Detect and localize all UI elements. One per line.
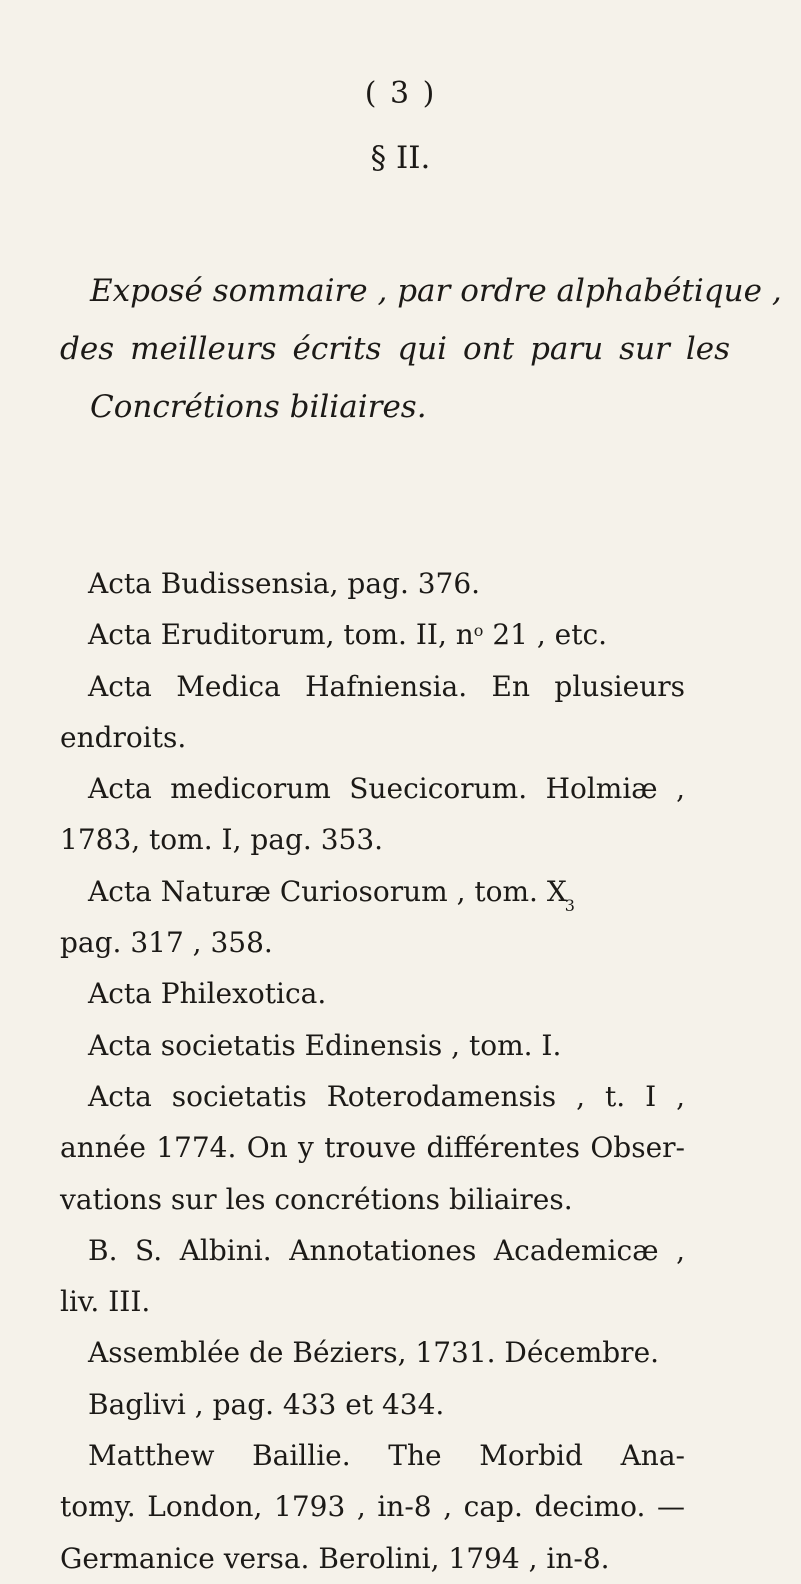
entry-baillie-line-3: Germanice versa. Berolini, 1794 , in-8. bbox=[60, 1541, 610, 1575]
bibliography-list bbox=[60, 558, 685, 1584]
title-line-3: Concrétions biliaires. bbox=[90, 389, 427, 425]
entry-acta-hafniensia-line-1: Acta Medica Hafniensia. En plusieurs bbox=[88, 669, 685, 703]
entry-acta-suecicorum-line-1: Acta medicorum Suecicorum. Holmiæ , bbox=[88, 772, 685, 806]
entry-assemblee-beziers: Assemblée de Béziers, 1731. Décembre. bbox=[88, 1336, 660, 1370]
entry-acta-budissensia: Acta Budissensia, pag. 376. bbox=[88, 567, 481, 600]
entry-acta-eruditorum: Acta Eruditorum, tom. II, $n^o$ 21 , etc. bbox=[88, 618, 608, 652]
title-line-2: des meilleurs écrits qui ont paru sur les bbox=[60, 331, 730, 367]
entry-acta-suecicorum-line-2: 1783, tom. I, pag. 353. bbox=[60, 823, 384, 857]
chapter-title bbox=[60, 262, 782, 436]
entry-acta-roterodamensis-line-1: Acta societatis Roterodamensis , t. I , bbox=[88, 1079, 685, 1113]
entry-baillie-line-2: tomy. London, 1793 , in-8 , cap. decimo. — bbox=[60, 1490, 685, 1524]
entry-acta-edinensis: Acta societatis Edinensis , tom. I. bbox=[88, 1028, 562, 1062]
ordinal-superscript: o bbox=[473, 621, 484, 641]
entry-acta-curiosorum-line-2: pag. 317 , 358. bbox=[60, 926, 273, 960]
section-heading: § II. bbox=[370, 140, 431, 176]
entry-albini-line-1: B. S. Albini. Annotationes Academicæ , bbox=[88, 1233, 685, 1267]
entry-acta-roterodamensis-line-3: vations sur les concrétions biliaires. bbox=[60, 1182, 573, 1216]
entry-acta-curiosorum-line-1: Acta Naturæ Curiosorum , tom. $X_3$ bbox=[88, 874, 575, 915]
entry-albini-line-2: liv. III. bbox=[60, 1285, 151, 1319]
entry-baglivi: Baglivi , pag. 433 et 434. bbox=[88, 1387, 445, 1421]
title-line-1: Exposé sommaire , par ordre alphabétique , bbox=[90, 273, 782, 309]
page-number: ( 3 ) bbox=[364, 76, 437, 111]
entry-acta-hafniensia-line-2: endroits. bbox=[60, 720, 187, 754]
entry-baillie-line-1: Matthew Baillie. The Morbid Ana- bbox=[88, 1439, 685, 1473]
entry-acta-roterodamensis-line-2: année 1774. On y trouve différentes Obser- bbox=[60, 1131, 685, 1165]
entry-acta-philexotica: Acta Philexotica. bbox=[88, 977, 327, 1011]
